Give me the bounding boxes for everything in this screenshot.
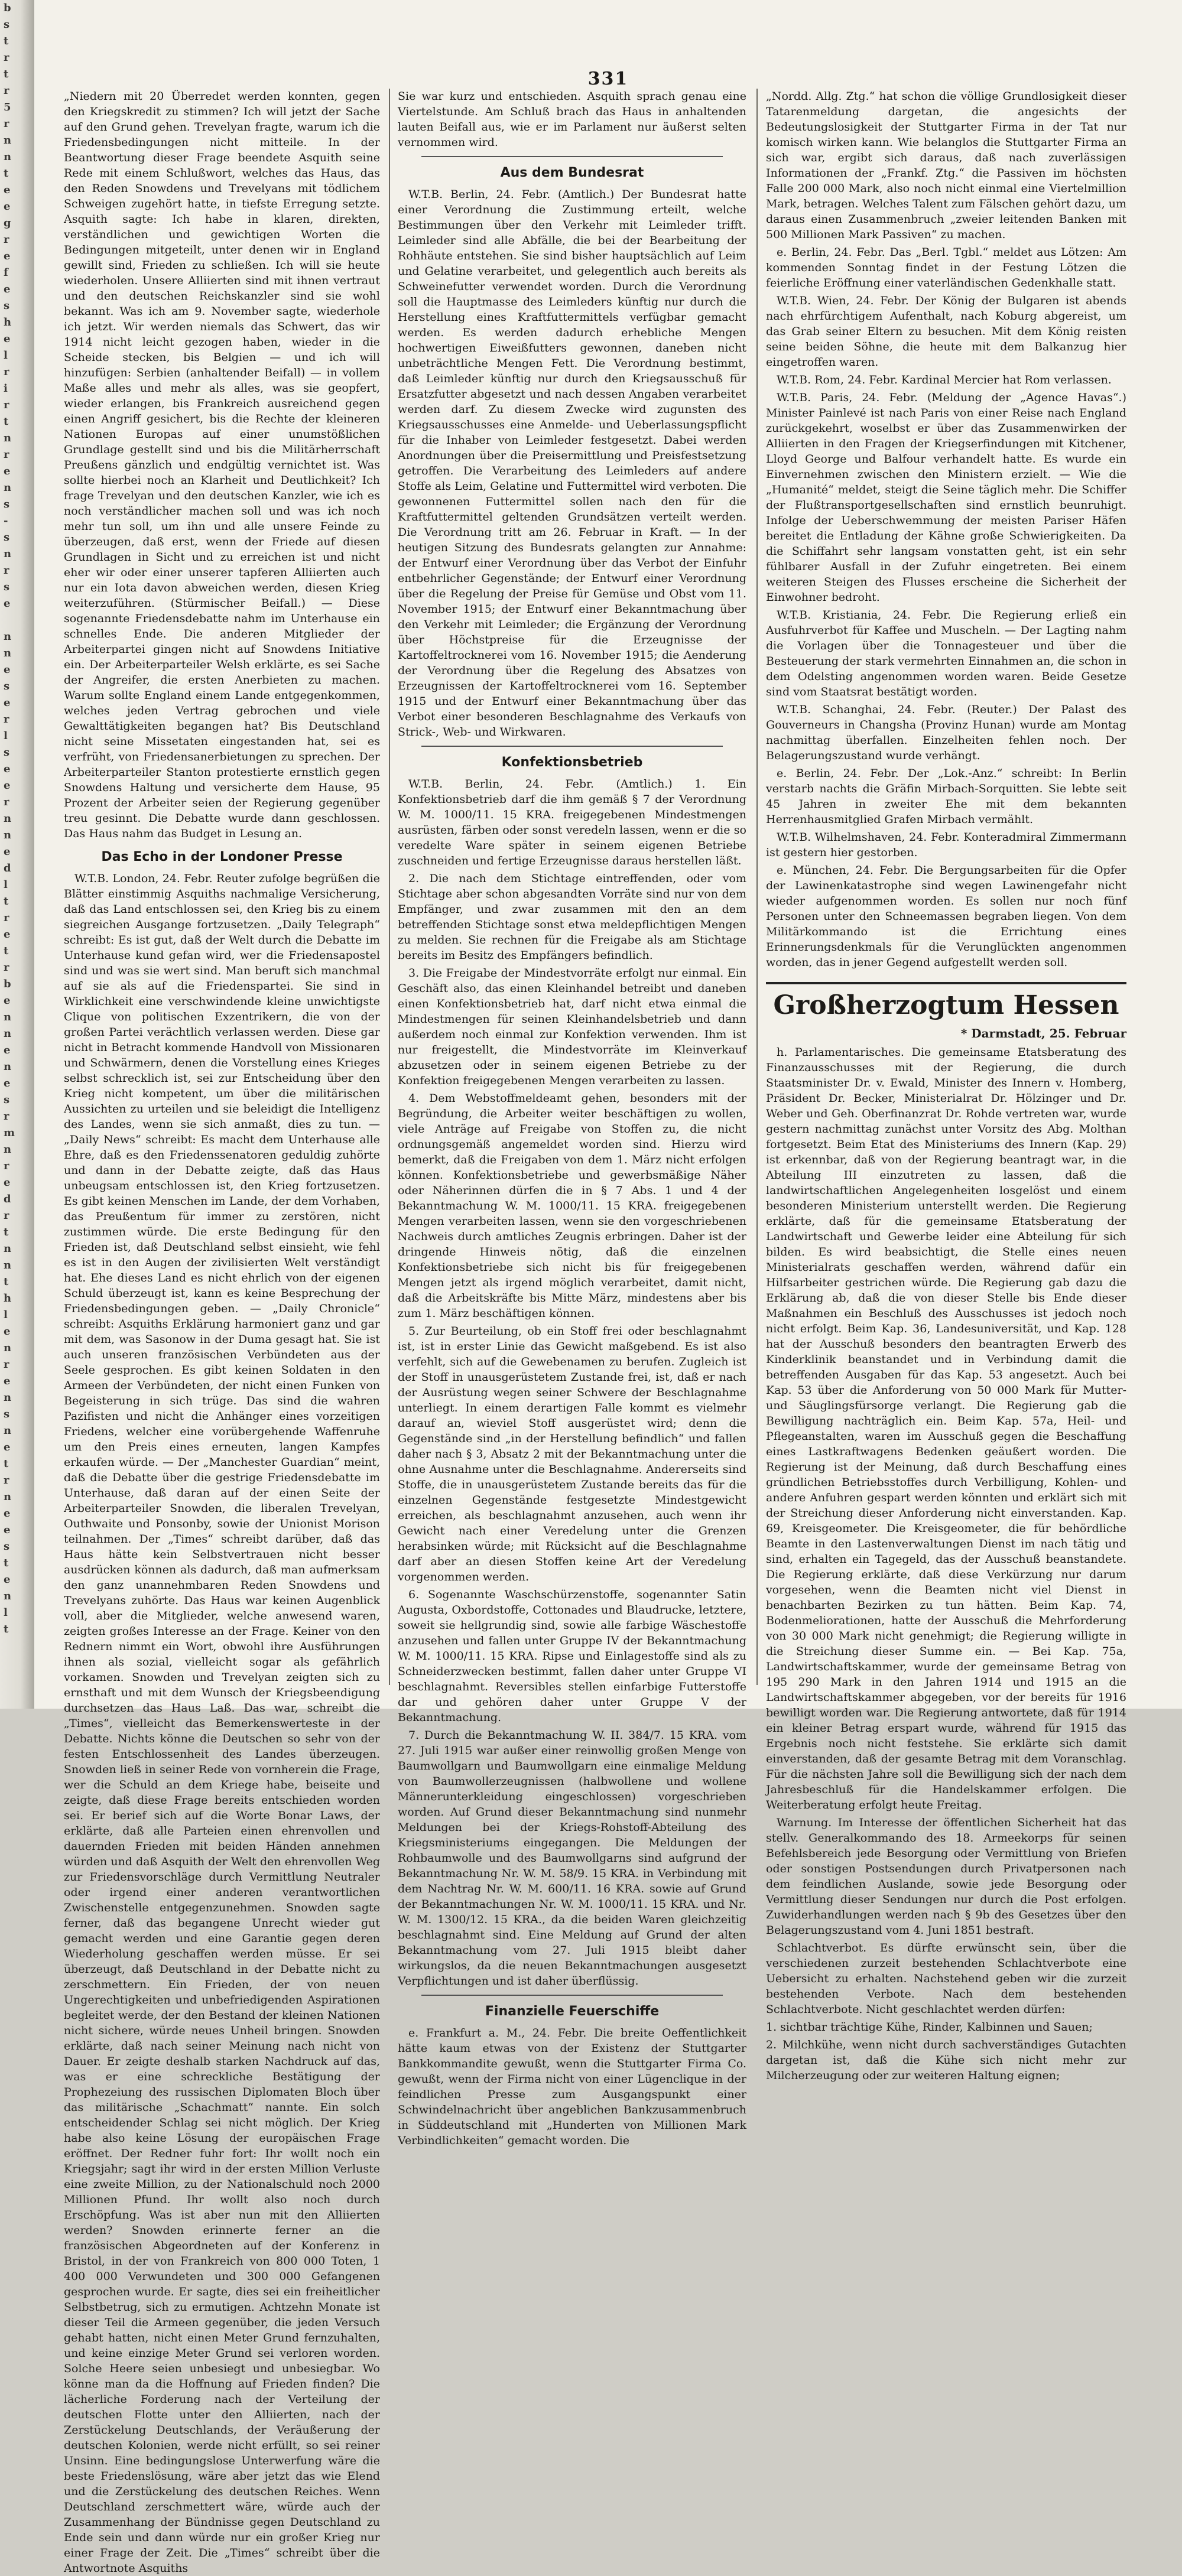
gutter-letter: r [4,399,9,411]
gutter-letter: i [4,382,8,395]
gutter-letter: r [4,796,9,808]
gutter-letter: e [4,994,11,1007]
gutter-letter: n [4,630,12,643]
gutter-letter: t [4,35,9,47]
konfektion-paragraph: 7. Durch die Bekanntmachung W. II. 384/7. 15 KRA. vom 27. Juli 1915 war außer einer reinwollig großen Menge von Baumwollgarn und Baumwollgarn eine einmalige Meldung von Baumwollerzeugnissen (halbwollene und wollene Männerunterkleidung eingeschlossen) vorgeschrieben worden. Auf Grund dieser Bekanntmachung sind nunmehr Meldungen bei der Kriegs-Rohstoff-Abteilung des Kriegsministeriums eingegangen. Die Meldungen der Rohbaumwolle und des Baumwollgarns sind aufgrund der Bekanntmachung Nr. W. M. 58/9. 15 KRA. in Verbindung mit dem Nachtrag Nr. W. M. 600/11. 16 KRA. sowie auf Grund der Bekanntmachungen Nr. W. M. 1000/11. 15 KRA. und Nr. W. M. 1300/12. 15 KRA., da die beiden Waren gleichzeitig beschlagnahmt sind. Eine Meldung auf Grund der alten Bekanntmachung vom 27. Juli 1915 bleibt daher wirkungslos, da die neuen Bekanntmachungen ausgesetzt Verpflichtungen und ist daher überflüssig. [398,1729,746,1988]
gutter-letter: n [4,548,12,560]
gutter-letter: e [4,663,11,676]
article-schlachtverbot: Schlachtverbot. Es dürfte erwünscht sein, über die verschiedenen zurzeit bestehenden Schlachtverbote eine Uebersicht zu erhalten. Nachstehend geben wir die zurzeit bestehenden Verbote. Nach dem bestehenden Schlachtverbote. Nicht geschlachtet werden dürfen: [766,1941,1126,2016]
gutter-letter: r [4,1474,9,1487]
gutter-letter: e [4,779,11,792]
news-item: e. Berlin, 24. Febr. Der „Lok.-Anz.“ schreibt: In Berlin verstarb nachts die Gräfin Mirbach-Sorquitten. Sie lebte seit 45 Jahren in zweiter Ehe mit dem bekannten Herrenhausmitglied Grafen Mirbach vermählt. [766,767,1126,826]
gutter-letter: e [4,1573,11,1586]
gutter-letter: e [4,1441,11,1453]
article-asquith-end: Sie war kurz und entschieden. Asquith sprach genau eine Viertelstunde. Am Schluß brach das Haus in anhaltenden lauten Beifall aus, wie er im Parlament nur äußerst selten vernommen wird. [398,90,746,149]
gutter-letter: n [4,432,12,444]
gutter-letter: e [4,200,11,213]
konfektion-paragraph: 4. Dem Webstoffmeldeamt gehen, besonders mit der Begründung, die Arbeiter weiter beschäftigen zu wollen, viele Anträge auf Freigabe von Stoffen zu, die nicht ordnungsgemäß angemeldet worden sind. Hierzu wird bemerkt, daß die Freigaben von dem 1. März nicht erfolgen können. Konfektionsbetriebe und gewerbsmäßige Näher oder Näherinnen dürfen die in § 7 Abs. 1 und 4 der Bekanntmachung W. M. 1000/11. 15 KRA. freigegebenen Mengen verarbeiten lassen, wenn sie den vorgeschriebenen Nachweis durch amtliches Zeugnis erbringen. Daher ist der dringende Hinweis nötig, daß die einzelnen Konfektionsbetriebe sich nicht bis für freigegebenen Mengen jetzt als irgend möglich verarbeitet, damit nicht, daß die Arbeitskräfte bis Mitte März, mindestens aber bis zum 1. März beschäftigen können. [398,1092,746,1320]
gutter-letter: l [4,730,8,742]
gutter-letter: n [4,1391,12,1404]
news-item: e. Berlin, 24. Febr. Das „Berl. Tgbl.“ meldet aus Lötzen: Am kommenden Sonntag findet in der Festung Lötzen die feierliche Eröffnung einer vaterländischen Gedenkhalle statt. [766,246,1126,290]
gutter-letter: r [4,51,9,64]
gutter-letter: r [4,118,9,130]
gutter-letter: e [4,1176,11,1189]
gutter-letter: d [4,862,11,874]
article-london-press: W.T.B. London, 24. Febr. Reuter zufolge begrüßen die Blätter einstimmig Asquiths nachmalige Versicherung, daß das Land entschlossen sei, den Krieg bis zu einem siegreichen Ausgange fortzusetzen. „Daily Telegraph“ schreibt: Es ist gut, daß der Welt durch die Debatte im Unterhause kund gefan wird, wer die Friedensapostel sind und was sie wert sind. Man beruft sich manchmal auf sie als auf die Friedenspartei. Sie sind in Wirklichkeit eine verschwindende kleine unwichtigste Clique von politischen Exzentrikern, die von der großen Partei verächtlich verlassen werden. Diese gar nicht in Betracht kommende Handvoll von Missionaren und Schwärmern, denen die Vorstellung eines Krieges selbst schrecklich ist, sei zur Entscheidung über den Krieg nicht kompetent, um über die militärischen Aussichten zu urteilen und sie beleidigt die Intelligenz des Landes, wenn sie sich anmaßt, dies zu tun. — „Daily News“ schreibt: Es macht dem Unterhause alle Ehre, daß es den Friedenssenatoren geduldig zuhörte und dann in der Debatte zeigte, daß das Haus unbeugsam entschlossen ist, den Krieg fortzusetzen. Es gibt keinen Menschen im Lande, der dem Vorhaben, das Preußentum für immer zu zerstören, nicht zustimmen würde. Die erste Bedingung für den Frieden ist, daß Deutschland selbst einsieht, wie fehl es ist in den Augen der zivilisierten Welt verständigt hat. Ehe dieses Land es nicht ehrlich von der eigenen Schuld überzeugt ist, kann es keine Besprechung der Friedensbedingungen geben. — „Daily Chronicle“ schreibt: Asquiths Erklärung harmoniert ganz und gar mit dem, was Sasonow in der Duma gesagt hat. Sie ist auch unseren französischen Verbündeten aus der Seele gesprochen. Es gibt keinen Soldaten in den Armeen der Verbündeten, der nicht einen Funken von Begeisterung in sich trüge. Das sind die wahren Pazifisten und nicht die Anhänger eines vorzeitigen Friedens, welcher eine vorübergehende Waffenruhe um den Preis eines erneuten, langen Kampfes erkaufen würde. — Der „Manchester Guardian“ meint, daß die Debatte über die gestrige Friedensdebatte im Unterhause, daß daran auf der einen Seite der Arbeiterparteiler Snowden, die liberalen Trevelyan, Outhwaite und Ponsonby, sowie der Unionist Morison teilnahmen. Der „Times“ schreibt darüber, daß das Haus hätte kein Selbstvertrauen nicht besser ausdrücken können als dadurch, daß man aufmerksam den ganz unannehmbaren Reden Snowdens und Trevelyans zuhörte. Das Haus war keinen Augenblick voll, aber die Mitglieder, welche anwesend waren, zeigten großes Interesse an der Frage. Keiner von den Rednern nimmt ein Wort, obwohl ihre Ausführungen ihnen als sozial, vielleicht sogar als gefährlich vorkamen. Snowden und Trevelyan zeigten sich zu ernsthaft und mit dem Wunsch der Kriegsbeendigung durchsetzen das Haus Laß. Das war, schreibt die „Times“, vielleicht das Bemerkenswerteste in der Debatte. Nichts könne die Deutschen so sehr von der festen Entschlossenheit des Landes überzeugen. Snowden ließ in seiner Rede von vornherein die Frage, wer die Schuld an dem Kriege habe, beiseite und zeigte, daß diese Frage bereits entschieden worden sei. Er berief sich auf die Worte Bonar Laws, der erklärte, daß alle Parteien einen ehrenvollen und dauernden Frieden mit beiden Händen annehmen würden und daß Asquith der Welt den ehrenvollen Weg zur Friedensvorschläge durch Vermittlung Neutraler oder irgend einer anderen verantwortlichen Zwischenstelle entgegenzunehmen. Snowden sagte ferner, daß das begangene Unrecht wieder gut gemacht werden und eine Garantie gegen deren Wiederholung geschaffen werden müsse. Er sei überzeugt, daß Deutschland in der Debatte nicht zu zerschmettern. Ein Frieden, der von neuen Ungerechtigkeiten und unbefriedigenden Aspirationen begleitet werde, der den Bestand der kleinen Nationen nicht sichere, würde neues Unheil bringen. Snowden erklärte, daß nach seiner Meinung nach nicht von Dauer. Er zeigte deshalb starken Nachdruck auf das, was er eine schreckliche Bestätigung der Prophezeiung des russischen Diplomaten Bloch über das militärische „Schachmatt“ nannte. Ein solch entscheidender Schlag sei nicht möglich. Der Krieg habe also keine Lösung der europäischen Frage eröffnet. Der Redner fuhr fort: Ihr wollt noch ein Kriegsjahr; sagt ihr wird in der ersten Million Verluste eine zweite Million, zu der Nationalschuld noch 2000 Millionen Pfund. Ihr wollt also noch durch Erschöpfung. Was ist aber nun mit den Alliierten werden? Snowden erinnerte ferner an die französischen Abgeordneten auf der Konferenz in Bristol, in der von Frankreich von 800 000 Toten, 1 400 000 Verwundeten und 300 000 Gefangenen gesprochen wurde. Er sagte, dies sei ein freiheitlicher Selbstbetrug, sich zu ermutigen. Achtzehn Monate ist dieser Teil die Armeen gegenüber, die jeden Versuch gehabt hatten, nicht einen Meter Grund fernzuhalten, und keine einzige Meter Grund sei verloren worden. Solche Heere seien unbesiegt und unbesiegbar. Wo könne man da die Hoffnung auf Frieden finden? Die lächerliche Forderung nach der Verteilung der deutschen Flotte unter den Alliierten, nach der Zerstückelung Deutschlands, der Veräußerung der deutschen Kolonien, werde nicht erfüllt, so sei reiner Unsinn. Eine bedingungslose Unterwerfung wäre die beste Friedenslösung, wäre aber jetzt das wie Elend und die Zerstückelung des deutschen Reiches. Wenn Deutschland zerschmettert wäre, würde auch der Zusammenhang der Bündnisse gegen Deutschland zu Ende sein und dann würde nur ein großer Krieg nur einer Frage der Zeit. Die „Times“ schreibt über die Antwortnote Asquiths [64,872,380,2575]
column-divider [756,89,758,1685]
gutter-letter: s [4,680,10,692]
gutter-letter: t [4,68,9,80]
news-item: W.T.B. Wilhelmshaven, 24. Febr. Konteradmiral Zimmermann ist gestern hier gestorben. [766,831,1126,859]
gutter-letter: e [4,465,11,477]
gutter-letter: t [4,1458,9,1470]
gutter-letter: e [4,1375,11,1387]
gutter-letter: t [4,1276,9,1288]
gutter-letter: t [4,415,9,428]
gutter-letter: e [4,697,11,709]
heading-bundesrat: Aus dem Bundesrat [500,165,644,180]
gutter-letter: s [4,498,10,510]
gutter-letter: s [4,746,10,759]
gutter-letter: t [4,1623,9,1635]
gutter-letter: f [4,266,8,279]
gutter-letter: r [4,1110,9,1123]
adjacent-page-edge [0,0,34,1709]
gutter-letter: e [4,283,11,295]
dateline: * Darmstadt, 25. Februar [960,1026,1126,1040]
gutter-letter: e [4,763,11,775]
gutter-letter: s [4,1094,10,1106]
gutter-letter: e [4,928,11,941]
gutter-letter: r [4,564,9,577]
article-parlamentarisches: h. Parlamentarisches. Die gemeinsame Etatsberatung des Finanzausschusses mit der Regierung, die durch Staatsminister Dr. v. Ewald, Minister des Innern v. Homberg, Präsident Dr. Becker, Ministerialrat Dr. Hölzinger und Dr. Weber und Geh. Oberfinanzrat Dr. Rohde vertreten war, wurde gestern nachmittag zunächst unter Vorsitz des Abg. Molthan fortgesetzt. Beim Etat des Ministeriums des Innern (Kap. 29) ist erkennbar, daß von der Regierung beantragt war, in die Abteilung III einzutreten zu lassen, daß die landwirtschaftlichen Angelegenheiten losgelöst und einem besonderen Ministerium unterstellt werden. Die Regierung erklärte, daß für die gemeinsame Etatsberatung der Landwirtschaft und Gewerbe leider eine Abteilung für sich bilden. Es wird beabsichtigt, die Stelle eines neuen Ministerialrats geschaffen werden, während dafür ein Hilfsarbeiter gestrichen würde. Die Regierung gab dazu die Erklärung ab, daß die von dieser Stelle bis Ende dieser Maßnahmen ein Beschluß des Ausschusses ist jedoch noch nicht erfolgt. Beim Kap. 36, Landesuniversität, und Kap. 128 hat der Ausschuß besonders den beantragten Erwerb des Kinderklinik beanstandet und in Verbindung damit die betreffenden Ausgaben für das Kap. 53 angesetzt. Auch bei Kap. 53 über die Anforderung von 50 000 Mark für Mutter- und Säuglingsfürsorge verlangt. Die Regierung gab die Bewilligung nachträglich ein. Beim Kap. 57a, Heil- und Pflegeanstalten, waren im Ausschuß gegen die Beschaffung eines Lastkraftwagens Bedenken geäußert worden. Die Regierung ist der Meinung, daß durch Beschaffung eines gründlichen Betriebsstoffes durch Verbilligung, Kohlen- und andere Anfuhren gespart werden könnten und erklärt sich mit der Streichung dieser Anforderung nicht einverstanden. Kap. 69, Kreisgeometer. Die Kreisgeometer, die für behördliche Beamte in den Lastenverwaltungen Dienst im nach tätig und sind, erhalten ein Tagegeld, das der Ausschuß beanstandete. Die Regierung erklärte, daß diese Verkürzung nur darum vorgesehen, wenn die Beamten nicht viel Dienst in benachbarten Bezirken zu tun hätten. Beim Kap. 74, Bodenmeliorationen, hatte der Ausschuß die Mehrforderung von 30 000 Mark nicht genehmigt; die Regierung willigte in die Streichung dieser Summe ein. — Bei Kap. 75a, Landwirtschaftskammer, wurde der gemeinsame Betrag von 195 290 Mark in den Jahren 1914 und 1915 an die Landwirtschaftskammer abgegeben, vor der bereits für 1916 bewilligt worden war. Die Regierung antwortete, daß für 1914 ein kleiner Betrag erspart wurde, während für 1915 das Ergebnis noch nicht feststehe. Sie erklärte sich damit einverstanden, daß der gesamte Betrag mit dem Voranschlag. Für die nächsten Jahre soll die Bewilligung sich der nach dem Jahresbeschluß für die Handelskammer erfolgen. Die Weiterberatung erfolgt heute Freitag. [766,1046,1126,1811]
heading-konfektionsbetrieb: Konfektionsbetrieb [501,755,643,770]
gutter-letter: l [4,1606,8,1619]
gutter-letter: n [4,1143,12,1156]
news-item: W.T.B. Schanghai, 24. Febr. (Reuter.) Der Palast des Gouverneurs in Changsha (Provinz Hunan) wurde am Montag nachmittag überfallen. Einzelheiten fehlen noch. Der Belagerungszustand wurde verhängt. [766,703,1126,762]
gutter-letter: t [4,945,9,957]
article-bundesrat: W.T.B. Berlin, 24. Febr. (Amtlich.) Der Bundesrat hatte einer Verordnung die Zustimmung erteilt, welche Bestimmungen über den Verkehr mit Leimleder trifft. Leimleder sind alle Abfälle, die bei der Bearbeitung der Rohhäute entstehen. Sie sind bisher hauptsächlich auf Leim und Gelatine verarbeitet, und gelegentlich auch bereits als Schweinefutter verwendet worden. Durch die Verordnung soll die Hauptmasse des Leimleders künftig nur durch die Herstellung eines Kraftfuttermittels verfügbar gemacht werden. Es werden dadurch erhebliche Mengen hochwertigen Eiweißfutters gewonnen, daneben nicht unbeträchtliche Mengen Fett. Die Verordnung bestimmt, daß Leimleder künftig nur durch den Kriegsausschuß für Ersatzfutter abgesetzt und nach dessen Angaben verarbeitet werden darf. Zu diesem Zwecke wird zugunsten des Kriegsausschusses eine Anmelde- und Ueberlassungspflicht für die Inhaber von Leimleder festgesetzt. Dabei werden Anordnungen über die Preisermittlung und Preisfestsetzung getroffen. Die Verarbeitung des Leimleders auf andere Stoffe als Leim, Gelatine und Futtermittel wird verboten. Die gewonnenen Futtermittel sollen nach den für die Kraftfuttermittel geltenden Grundsätzen verteilt werden. Die Verordnung tritt am 26. Februar in Kraft. — In der heutigen Sitzung des Bundesrats gelangten zur Annahme: der Entwurf einer Verordnung über das Verbot der Einfuhr entbehrlicher Gegenstände; der Entwurf einer Verordnung über die Regelung der Preise für Gemüse und Obst vom 11. November 1915; der Entwurf einer Bekanntmachung über den Verkehr mit Leimleder; die Ergänzung der Verordnung über Höchstpreise für die Erzeugnisse der Kartoffeltrocknerei vom 16. November 1915; die Aenderung der Verordnung über die Regelung des Absatzes von Erzeugnissen der Kartoffeltrocknerei vom 16. September 1915 und der Entwurf einer Bekanntmachung über das Verbot einer besonderen Beschlagnahme des Verkaufs von Strick-, Web- und Wirkwaren. [398,188,746,739]
konfektion-paragraph: W.T.B. Berlin, 24. Febr. (Amtlich.) 1. Ein Konfektionsbetrieb darf die ihm gemäß § 7 der Verordnung W. M. 1000/11. 15 KRA. freigegebenen Mindestmengen ausrüsten, färben oder sonst veredeln lassen, wenn er die so veredelte Ware später in seinem eigenen Betriebe zuschneiden und fertige Erzeugnisse daraus herstellen läßt. [398,778,746,867]
gutter-letter [0,612,34,629]
gutter-letter: e [4,845,11,858]
news-item: W.T.B. Paris, 24. Febr. (Meldung der „Agence Havas“.) Minister Painlevé ist nach Paris von einer Reise nach England zurückgekehrt, woselbst er über das Zusammenwirken der Alliierten in den Fragen der Kriegserfindungen mit Kitchener, Lloyd George und Balfour verhandelt hatte. Es wurde ein Einvernehmen zwischen den Ministern erzielt. — Wie die „Humanité“ meldet, steigt die Seine täglich mehr. Die Schiffer der Flußtransportgesellschaften sind ernstlich beunruhigt. Infolge der Ueberschwemmung der meisten Pariser Häfen bereitet die Entladung der Kähne große Schwierigkeiten. Da die Schiffahrt sehr langsam vonstatten geht, ist ein sehr fühlbarer Ausfall in der Zufuhr eingetreten. Bei einem weiteren Steigen des Flusses erscheine die Sicherheit der Einwohner bedroht. [766,391,1126,604]
gutter-letter: s [4,531,10,544]
newspaper-page [34,0,1182,2575]
article-warnung: Warnung. Im Interesse der öffentlichen Sicherheit hat das stellv. Generalkommando des 18. Armeekorps für seinen Befehlsbereich jede Besorgung oder Vermittlung von Briefen oder sonstigen Postsendungen durch Privatpersonen nach dem feindlichen Auslande, sowie jede Besorgung oder Vermittlung dieser Sendungen nur durch die Post erfolgen. Zuwiderhandlungen werden nach § 9b des Gesetzes über den Belagerungszustand vom 4. Juni 1851 bestraft. [766,1816,1126,1937]
konfektion-paragraph: 5. Zur Beurteilung, ob ein Stoff frei oder beschlagnahmt ist, ist in erster Linie das Gewicht maßgebend. Es ist also verfehlt, sich auf die Gewebenamen zu berufen. Zugleich ist der Stoff in unausgerüstetem Zustande frei, ist, daß er nach der Ausrüstung wegen seiner Schwere der Beschlagnahme unterliegt. In einem derartigen Falle kommt es vielmehr darauf an, wieviel Stoff ausgerüstet wird; denn die Gegenstände sind „in der Herstellung befindlich“ und fallen daher nach § 3, Absatz 2 mit der Bekanntmachung unter die ohne Ausnahme unter die Beschlagnahme. Andererseits sind Stoffe, die in unausgerüstetem Zustande bereits das für die einzelnen Gegenstände festgesetzte Mindestgewicht erreichen, als beschlagnahmt anzusehen, auch wenn ihr Gewicht nach einer Veredelung unter die Grenzen herabsinken würde; mit Rücksicht auf die Beschlagnahme darf aber an diesen Stoffen keine Art der Veredelung vorgenommen werden. [398,1325,746,1583]
gutter-letter: h [4,316,12,328]
list-item: 2. Milchkühe, wenn nicht durch sachverständiges Gutachten dargetan ist, daß die Kühe sich nicht mehr zur Milcherzeugung oder zur weiteren Haltung eignen; [766,2038,1126,2082]
gutter-letter: n [4,1259,12,1271]
gutter-letter: l [4,349,8,362]
gutter-letter: r [4,912,9,924]
gutter-letter: n [4,812,12,825]
gutter-letter: - [4,515,8,527]
separator [421,156,723,157]
gutter-letter: m [4,1127,15,1139]
gutter-letter: r [4,713,9,726]
gutter-letter: r [4,1358,9,1371]
gutter-letter: e [4,184,11,196]
gutter-letter: e [4,333,11,345]
news-item: W.T.B. Wien, 24. Febr. Der König der Bulgaren ist abends nach ehrfürchtigem Aufenthalt, nach Koburg abgereist, um das Grab seiner Eltern zu besuchen. Mit dem König reisten seine beiden Söhne, die heute mit dem Balkanzug hier eingetroffen waren. [766,294,1126,369]
gutter-letter: t [4,1226,9,1238]
gutter-letter: n [4,1243,12,1255]
gutter-letter: b [4,2,11,14]
gutter-letter: t [4,167,9,180]
gutter-letter: b [4,978,11,990]
gutter-letter: r [4,84,9,97]
column-2 [398,89,746,2147]
heading-feuerschiffe: Finanzielle Feuerschiffe [485,2004,660,2019]
gutter-letter: n [4,647,12,659]
gutter-letter: h [4,1292,12,1305]
page-number: 331 [587,69,629,89]
gutter-letter: r [4,1160,9,1172]
gutter-letter: e [4,597,11,610]
gutter-letter: l [4,879,8,891]
gutter-letter: e [4,250,11,262]
konfektion-paragraph: 3. Die Freigabe der Mindestvorräte erfolgt nur einmal. Ein Geschäft also, das einen Kleinhandel betreibt und daneben einen Konfektionsbetrieb hat, darf nicht etwa einmal die Mindestmengen für seinen Kleinhandelsbetrieb und dann außerdem noch einmal zur Konfektion verwenden. Ihm ist nur freigestellt, die Mindestvorräte im Kleinverkauf abzusetzen oder in seinem eigenen Betriebe zu der Konfektion freigegebenen Mengen verarbeiten zu lassen. [398,967,746,1087]
gutter-letter: g [4,217,11,229]
heading-hessen: Großherzogtum Hessen [766,982,1126,1022]
news-item: W.T.B. Kristiania, 24. Febr. Die Regierung erließ ein Ausfuhrverbot für Kaffee und Muscheln. — Der Lagting nahm die Vorlagen über die Tonnagesteuer und über die Besteuerung der stark vermehrten Einnahmen an, die schon in dem Odelsting angenommen worden waren. Beide Gesetze sind vom Staatsrat bestätigt worden. [766,609,1126,698]
column-1 [64,89,380,2575]
column-3 [766,89,1126,2082]
konfektion-paragraph: 6. Sogenannte Waschschürzenstoffe, sogenannter Satin Augusta, Oxbordstoffe, Cottonades und Blaudrucke, letztere, soweit sie hellgrundig sind, sowie alle farbige Wäschestoffe anzusehen und fallen unter Gruppe IV der Bekanntmachung W. M. 1000/11. 15 KRA. Ripse und Einlagestoffe sind als zu Schneiderzwecken bestimmt, fallen daher unter Gruppe VI beschlagnahmt. Reversibles stellen einfarbige Futterstoffe dar und gehören daher unter Gruppe V der Bekanntmachung. [398,1588,746,1724]
news-item: e. München, 24. Febr. Die Bergungsarbeiten für die Opfer der Lawinenkatastrophe sind wegen Lawinengefahr nicht wieder aufgenommen worden. Es sollen nur noch fünf Personen unter den Schneemassen begraben liegen. Von dem Militärkommando ist die Errichtung eines Erinnerungsdenkmals für die Verunglückten angenommen worden, das in jener Gegend aufgestellt werden soll. [766,864,1126,969]
gutter-letter: r [4,1209,9,1222]
gutter-letter: n [4,829,12,841]
gutter-letter: t [4,1557,9,1569]
separator [421,1995,723,1996]
gutter-letter: e [4,1044,11,1056]
gutter-letter: n [4,151,12,163]
article-feuerschiffe-cont: „Nordd. Allg. Ztg.“ hat schon die völlige Grundlosigkeit dieser Tatarenmeldung dargetan, die angesichts der Bedeutungslosigkeit der Stuttgarter Firma in der Tat nur komisch wirken kann. Wie belanglos die Stuttgarter Firma an sich war, ergibt sich daraus, daß nach zuverlässigen Informationen der „Frankf. Ztg.“ die Passiven im höchsten Falle 200 000 Mark, also noch nicht einmal eine Viertelmillion Mark, betragen. Welches Talent zum Fälschen gehört dazu, um daraus einen Zusammenbruch „zweier leitenden Banken mit 500 Millionen Mark Passiven“ zu machen. [766,90,1126,241]
gutter-letter: r [4,448,9,461]
separator [421,746,723,747]
news-item: W.T.B. Rom, 24. Febr. Kardinal Mercier hat Rom verlassen. [777,373,1112,386]
gutter-letter: r [4,233,9,246]
gutter-letter: r [4,961,9,974]
gutter-letter: n [4,1011,12,1023]
gutter-letter: t [4,895,9,908]
gutter-letter: e [4,1077,11,1089]
gutter-letter: l [4,1309,8,1321]
gutter-letter: s [4,1540,10,1553]
gutter-letter: 5 [4,101,11,113]
column-divider [389,89,390,1685]
gutter-letter: s [4,300,10,312]
list-item: 1. sichtbar trächtige Kühe, Rinder, Kalbinnen und Sauen; [766,2021,1093,2034]
gutter-letter: e [4,1524,11,1536]
gutter-letter: r [4,366,9,378]
article-asquith-speech: „Niedern mit 20 Überredet werden konnten, gegen den Kriegskredit zu stimmen? Ich will jetzt der Sache auf den Grund gehen. Trevelyan fragte, warum ich die Friedensbedingungen nicht mitteile. In der Beantwortung dieser Frage beendete Asquith seine Rede mit einem Schlußwort, welches das Haus, das den Reden Snowdens und Trevelyans mit tödlichem Schweigen zugehört hatte, in tiefste Erregung setzte. Asquith sagte: Ich habe in klaren, direkten, verständlichen und gewichtigen Worten die Bedingungen mitgeteilt, unter denen wir in England gewillt sind, Frieden zu schließen. Ich will sie heute wiederholen. Unsere Alliierten sind mit ihnen vertraut und den deutschen Reichskanzler sind sie wohl bekannt. Was ich am 9. November sagte, wiederhole ich jetzt. Wir werden niemals das Schwert, das wir 1914 nicht leicht gezogen haben, wieder in die Scheide stecken, bis Belgien — und ich will hinzufügen: Serbien (anhaltender Beifall) — in vollem Maße alles und mehr als alles, was sie geopfert, wieder erlangen, bis Frankreich ausreichend gegen einen Angriff gesichert, bis die Rechte der kleineren Nationen Europas auf einer unumstößlichen Grundlage gestellt sind und bis die Militärherrschaft Preußens gänzlich und endgültig vernichtet ist. Was sollte hierbei noch an Klarheit und Deutlichkeit? Ich frage Trevelyan und den deutschen Kanzler, wie ich es noch verständlicher machen soll und was ich noch mehr tun soll, um ihn und alle unsere Feinde zu überzeugen, daß erst, wenn der Friede auf diesen Grundlagen in Sicht und zu erreichen ist und nicht eher wir oder einer unserer tapferen Alliierten auch nur ein Iota davon abweichen werden, diesen Krieg weiterzuführen. (Stürmischer Beifall.) — Diese sogenannte Friedensdebatte nahm im Unterhause ein schnelles Ende. Die anderen Mitglieder der Arbeiterpartei gingen nicht auf Snowdens Initiative ein. Der Arbeiterparteiler Welsh erklärte, es sei Sache der Angreifer, die ersten Anerbieten zu machen. Warum sollte England einem Lande entgegenkommen, welches jeden Vertrag gebrochen und viele Gewalttätigkeiten begangen hat? Bis Deutschland nicht seine Missetaten eingestanden hat, sei es verfrüht, von Friedensanerbietungen zu sprechen. Der Arbeiterparteiler Stanton protestierte ernstlich gegen Snowdens Haltung und versicherte dem Hause, 95 Prozent der Arbeiter seien der Regierung gegenüber treu gesinnt. Die Debatte wurde dann geschlossen. Das Haus nahm das Budget in Lesung an. [64,90,380,840]
gutter-letter: n [4,1061,12,1073]
gutter-letter: n [4,1590,12,1602]
gutter-letter: n [4,482,12,494]
gutter-letter: n [4,1027,12,1040]
gutter-letter: s [4,581,10,593]
konfektion-paragraph: 2. Die nach dem Stichtage eintreffenden, oder vom Stichtage aber schon abgesandten Vorräte sind nur von dem Empfänger, und zwar zusammen mit den an dem betreffenden Stichtage sonst etwa meldepflichtigen Mengen zu melden. Sie rechnen für die Freigabe als am Stichtage bereits im Besitz des Empfängers befindlich. [398,872,746,962]
article-feuerschiffe: e. Frankfurt a. M., 24. Febr. Die breite Oeffentlichkeit hätte kaum etwas von der Existenz der Stuttgarter Bankkommandite gewußt, wenn die Stuttgarter Firma Co. gewußt, wenn der Firma nicht von einer Lügenclique in der feindlichen Presse zum Ausgangspunkt einer Schwindelnachricht über angeblichen Bankzusammenbruch in Süddeutschland mit „Hunderten von Millionen Mark Verbindlichkeiten“ gemacht worden. Die [398,2027,746,2147]
gutter-letter: e [4,1325,11,1338]
gutter-letter: e [4,1507,11,1520]
gutter-letter: n [4,1424,12,1437]
gutter-letter: d [4,1193,11,1205]
gutter-letter: n [4,134,12,147]
gutter-letter: s [4,1408,10,1420]
heading-london-press: Das Echo in der Londoner Presse [101,850,343,864]
gutter-letter: s [4,18,10,31]
gutter-letter: n [4,1342,12,1354]
gutter-letter: n [4,1491,12,1503]
